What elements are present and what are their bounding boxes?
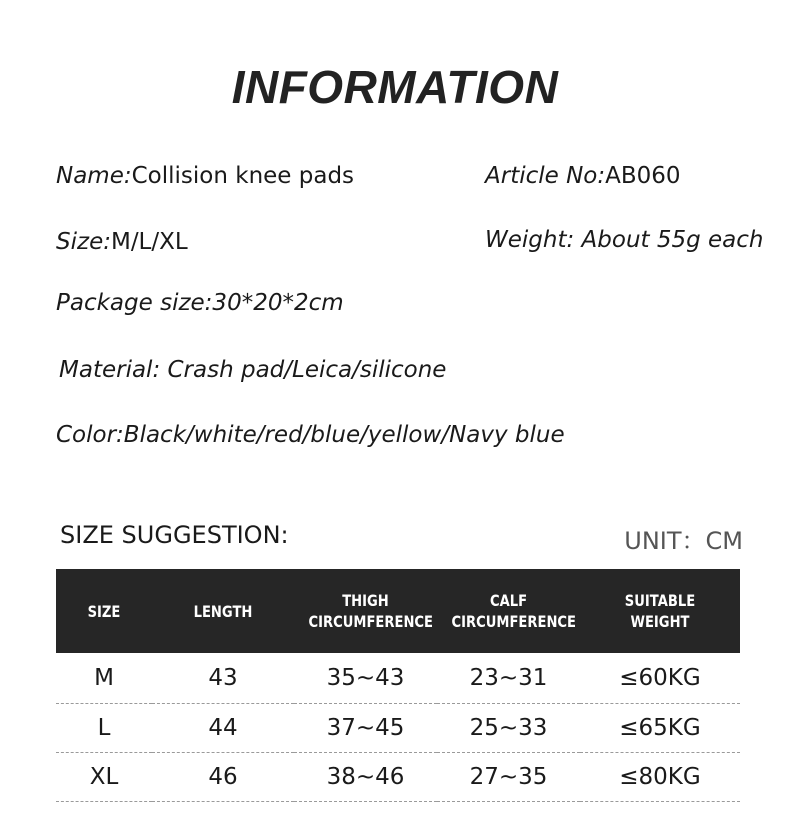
cell-calf: 25~33 [437,704,580,753]
cell-size: L [56,704,152,753]
cell-length: 43 [152,653,294,704]
cell-size: XL [56,753,152,802]
cell-thigh: 38~46 [294,753,437,802]
header-calf-circumference: CALF CIRCUMFERENCE [451,591,577,631]
cell-weight: ≤65KG [580,704,740,753]
cell-calf: 23~31 [437,653,580,704]
info-weight-label: Weight: About 55g each [485,227,764,253]
table-row [56,753,740,802]
info-name-label: Name: [56,163,132,189]
table-row [56,704,740,753]
size-suggestion-heading: SIZE SUGGESTION: [60,521,289,549]
info-name [56,163,354,189]
info-material [59,357,446,383]
info-article-value: AB060 [605,163,681,189]
info-article [485,163,681,189]
info-package-label: Package size:30*20*2cm [56,290,344,316]
unit-label: UNIT：CM [624,527,743,555]
cell-thigh: 35~43 [294,653,437,704]
cell-length: 46 [152,753,294,802]
info-color [56,422,565,448]
info-size [56,229,188,255]
header-suitable-weight: SUITABLE WEIGHT [624,591,696,631]
cell-size: M [56,653,152,704]
info-size-label: Size: [56,229,111,255]
info-article-label: Article No: [485,163,606,189]
cell-thigh: 37~45 [294,704,437,753]
page-title: INFORMATION [231,61,559,113]
info-name-value: Collision knee pads [131,163,355,189]
info-weight [485,227,764,253]
info-package [56,290,344,316]
cell-weight: ≤80KG [580,753,740,802]
header-thigh-circumference: THIGH CIRCUMFERENCE [308,591,434,631]
header-size: SIZE [87,601,121,621]
cell-length: 44 [152,704,294,753]
info-size-value: M/L/XL [110,229,188,255]
cell-calf: 27~35 [437,753,580,802]
info-material-label: Material: Crash pad/Leica/silicone [59,357,447,383]
table-row [56,653,740,704]
size-table [56,569,740,802]
cell-weight: ≤60KG [580,653,740,704]
info-color-label: Color:Black/white/red/blue/yellow/Navy blue [56,422,565,448]
header-length: LENGTH [193,601,253,621]
size-table-header [56,569,740,653]
